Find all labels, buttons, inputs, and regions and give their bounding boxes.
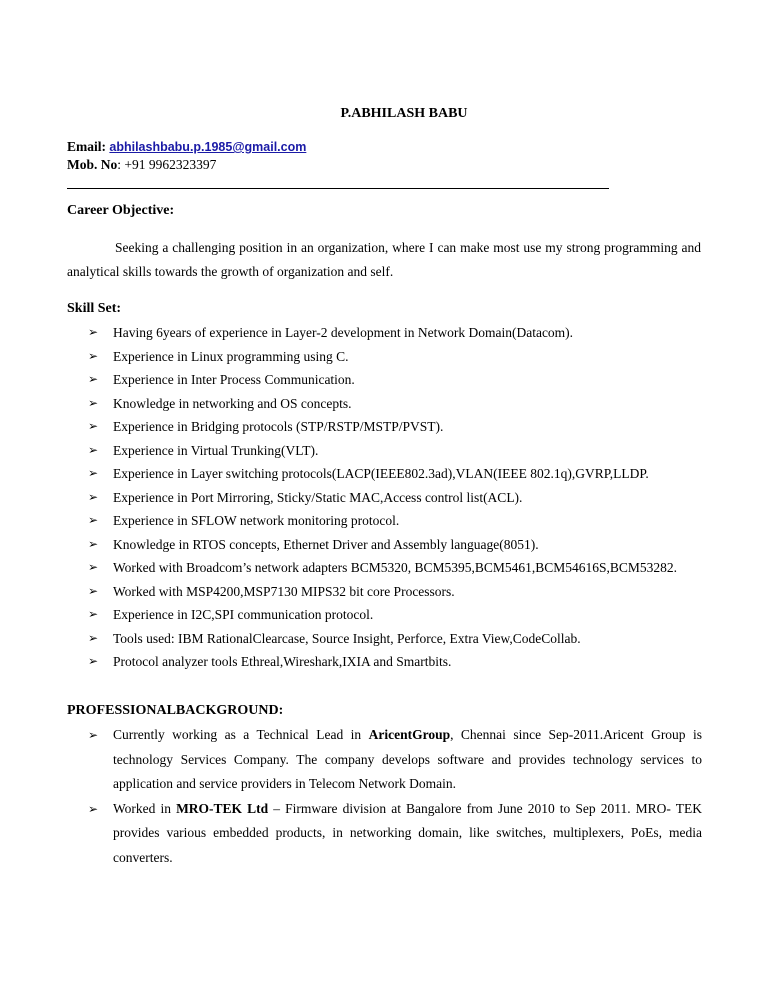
arrow-bullet-icon: ➢ <box>88 372 99 386</box>
arrow-bullet-icon: ➢ <box>88 395 99 410</box>
candidate-name: P.ABHILASH BABU <box>340 106 468 121</box>
skill-item <box>88 509 677 533</box>
skill-text: Tools used: IBM RationalClearcase, Source Insight, Perforce, Extra View,CodeCollab. <box>113 630 581 646</box>
career-objective-heading: Career Objective: <box>67 203 175 218</box>
skill-item <box>88 392 677 416</box>
skill-item <box>88 415 677 439</box>
professional-background-heading: PROFESSIONALBACKGROUND: <box>67 703 284 718</box>
skill-item <box>88 556 677 580</box>
arrow-bullet-icon: ➢ <box>88 442 99 457</box>
arrow-bullet-icon: ➢ <box>88 513 99 527</box>
background-text-post: – Firmware division at Bangalore from June 2010 to Sep 2011. MRO- TEK provides various embedded products, in networking domain, like switches, multiplexers, PoEs, media converters. <box>113 800 702 865</box>
career-objective-text: Seeking a challenging position in an organization, where I can make most use my strong programming and analytical skills towards the growth of organization and self. <box>67 240 701 279</box>
arrow-bullet-icon: ➢ <box>88 607 99 621</box>
arrow-bullet-icon: ➢ <box>88 419 99 433</box>
arrow-bullet-icon: ➢ <box>88 348 99 363</box>
arrow-bullet-icon: ➢ <box>88 325 99 339</box>
mobile-label: Mob. No <box>67 157 118 172</box>
company-name: AricentGroup <box>368 727 451 742</box>
background-item <box>88 797 702 871</box>
mobile-line <box>67 156 306 174</box>
header-divider <box>67 188 609 189</box>
arrow-bullet-icon: ➢ <box>88 560 99 574</box>
skill-item <box>88 533 677 557</box>
skill-item <box>88 650 677 674</box>
arrow-bullet-icon: ➢ <box>88 466 99 480</box>
skill-text: Experience in Port Mirroring, Sticky/Static MAC,Access control list(ACL). <box>113 489 523 505</box>
background-item <box>88 723 702 797</box>
skill-text: Protocol analyzer tools Ethreal,Wireshark,IXIA and Smartbits. <box>113 654 452 669</box>
company-name: MRO-TEK Ltd <box>176 800 269 816</box>
skill-text: Experience in SFLOW network monitoring protocol. <box>113 513 400 528</box>
skill-text: Experience in Layer switching protocols(LACP(IEEE802.3ad),VLAN(IEEE 802.1q),GVRP,LLDP. <box>113 466 649 481</box>
arrow-bullet-icon: ➢ <box>88 801 99 816</box>
skill-text: Experience in Virtual Trunking(VLT). <box>113 442 319 458</box>
arrow-bullet-icon: ➢ <box>88 654 99 668</box>
contact-block <box>67 138 306 174</box>
skill-set-heading: Skill Set: <box>67 301 122 316</box>
skill-item <box>88 580 677 604</box>
skill-item <box>88 627 677 651</box>
skill-text: Knowledge in networking and OS concepts. <box>113 395 352 411</box>
skill-text: Experience in Bridging protocols (STP/RSTP/MSTP/PVST). <box>113 419 444 434</box>
skill-list <box>88 321 677 674</box>
skill-item <box>88 486 677 510</box>
arrow-bullet-icon: ➢ <box>88 536 99 551</box>
skill-text: Experience in Linux programming using C. <box>113 348 349 364</box>
skill-text: Worked with Broadcom’s network adapters BCM5320, BCM5395,BCM5461,BCM54616S,BCM53282. <box>113 560 678 575</box>
arrow-bullet-icon: ➢ <box>88 583 99 598</box>
skill-item <box>88 321 677 345</box>
skill-item <box>88 345 677 369</box>
skill-item <box>88 603 677 627</box>
skill-text: Knowledge in RTOS concepts, Ethernet Driver and Assembly language(8051). <box>113 536 539 552</box>
skill-text: Worked with MSP4200,MSP7130 MIPS32 bit core Processors. <box>113 583 455 599</box>
skill-text: Having 6years of experience in Layer-2 development in Network Domain(Datacom). <box>113 325 574 340</box>
skill-item <box>88 439 677 463</box>
mobile-value: : +91 9962323397 <box>117 157 217 172</box>
skill-item <box>88 368 677 392</box>
background-list <box>88 723 702 870</box>
background-text-post: , Chennai since Sep-2011.Aricent Group is technology Services Company. The company develops software and provides technology services to application and service providers in Telecom Network Domain. <box>113 727 703 791</box>
arrow-bullet-icon: ➢ <box>88 728 99 742</box>
skill-text: Experience in Inter Process Communication. <box>113 372 355 387</box>
email-link[interactable]: abhilashbabu.p.1985@gmail.com <box>109 140 307 154</box>
background-text-pre: Worked in <box>113 800 177 816</box>
arrow-bullet-icon: ➢ <box>88 489 99 504</box>
email-line <box>67 138 306 156</box>
skill-text: Experience in I2C,SPI communication protocol. <box>113 607 374 622</box>
background-text-pre: Currently working as a Technical Lead in <box>113 727 369 742</box>
skill-item <box>88 462 677 486</box>
arrow-bullet-icon: ➢ <box>88 630 99 645</box>
email-label: Email: <box>67 139 106 154</box>
